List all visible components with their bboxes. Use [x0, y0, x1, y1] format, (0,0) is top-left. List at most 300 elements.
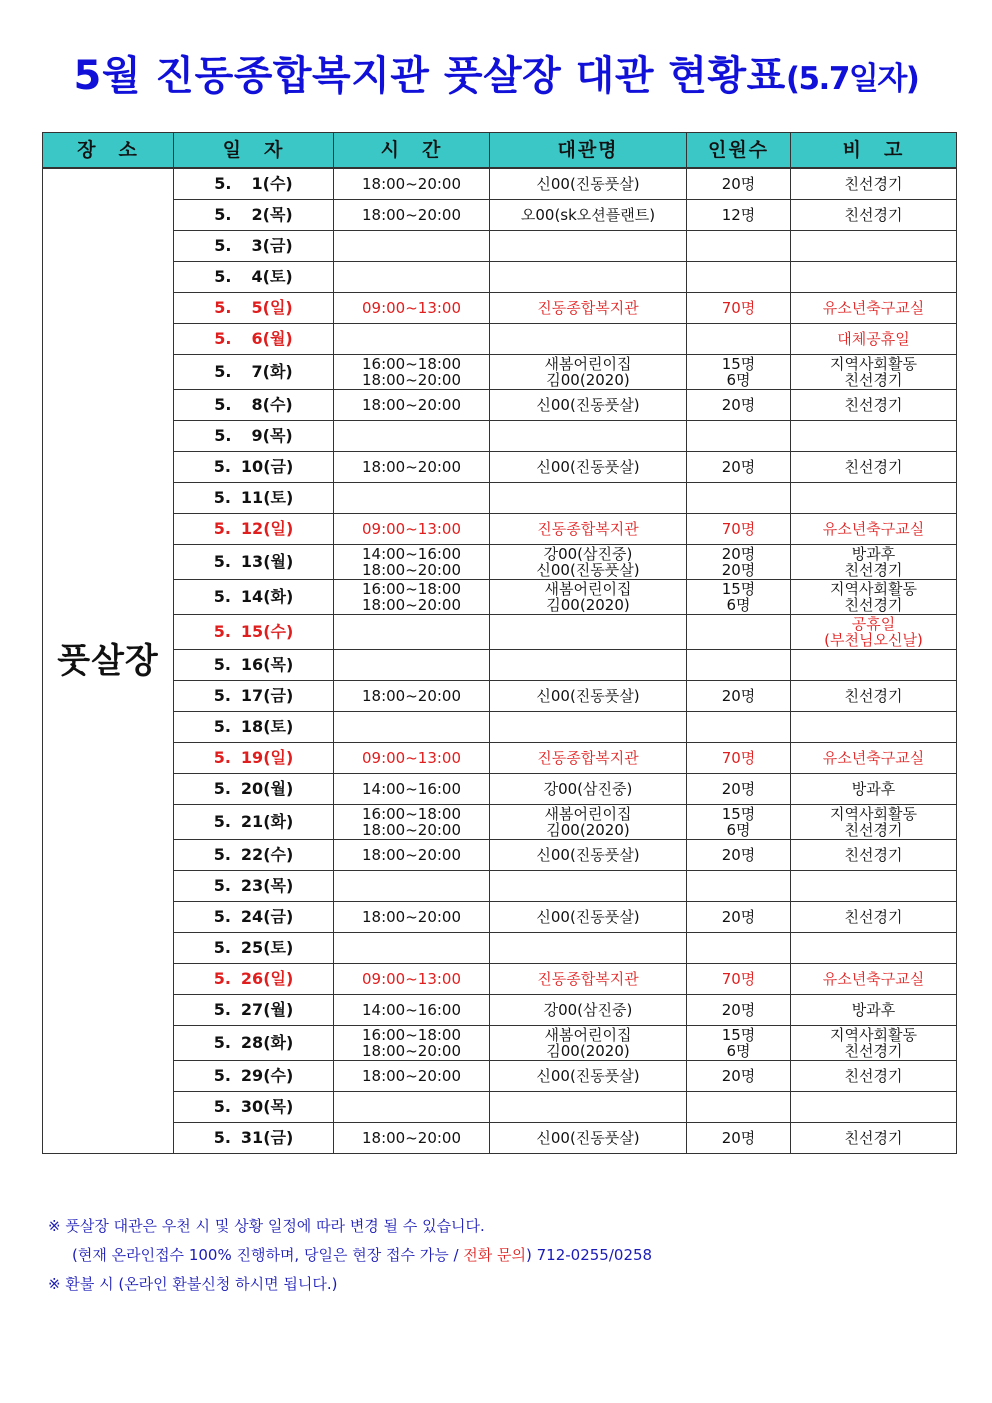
headcount-cell [687, 199, 791, 230]
cell-line: 14:00~16:00 [361, 779, 462, 798]
date-cell [174, 168, 334, 199]
date-cell [174, 420, 334, 451]
time-cell [334, 932, 490, 963]
header-date: 일 자 [174, 133, 334, 169]
date-month: 5. [213, 621, 231, 641]
table-row [43, 1025, 957, 1060]
remarks-cell [791, 513, 957, 544]
date-day: 8(수) [251, 394, 293, 414]
date-month: 5. [214, 361, 232, 381]
header-rental-name: 대관명 [490, 133, 687, 169]
rental-name-cell [490, 711, 687, 742]
cell-line: 친선경기 [844, 205, 903, 224]
cell-line: 지역사회활동 [830, 804, 917, 823]
table-row [43, 1091, 957, 1122]
remarks-cell [791, 1091, 957, 1122]
date-day: 14(화) [240, 586, 294, 606]
rental-name-cell [490, 451, 687, 482]
headcount-cell [687, 544, 791, 579]
cell-line: 18:00~20:00 [361, 370, 462, 389]
time-cell [334, 389, 490, 420]
cell-line: 친선경기 [844, 370, 903, 389]
time-cell [334, 742, 490, 773]
headcount-cell [687, 1122, 791, 1153]
cell-line: 20명 [721, 457, 756, 476]
time-cell [334, 1122, 490, 1153]
cell-line: 15명 [721, 1025, 756, 1044]
headcount-cell [687, 963, 791, 994]
rental-name-cell [490, 420, 687, 451]
date-month: 5. [213, 518, 231, 538]
date-month: 5. [213, 778, 231, 798]
rental-name-cell [490, 870, 687, 901]
date-cell [174, 932, 334, 963]
headcount-cell [687, 323, 791, 354]
cell-line: 09:00~13:00 [361, 969, 462, 988]
cell-line: 신00(진동풋살) [536, 845, 640, 864]
headcount-cell [687, 168, 791, 199]
rental-name-cell [490, 963, 687, 994]
note-phone-inquiry: 전화 문의 [463, 1246, 527, 1264]
headcount-cell [687, 901, 791, 932]
remarks-cell [791, 230, 957, 261]
rental-name-cell [490, 742, 687, 773]
remarks-cell [791, 354, 957, 389]
remarks-cell [791, 994, 957, 1025]
date-day: 2(목) [251, 204, 293, 224]
cell-line: 6명 [726, 820, 751, 839]
headcount-cell [687, 804, 791, 839]
place-cell: 풋살장 [43, 168, 174, 1153]
cell-line: 진동종합복지관 [537, 298, 639, 317]
cell-line: 친선경기 [844, 1128, 903, 1147]
date-day: 9(목) [251, 425, 293, 445]
date-day: 22(수) [240, 844, 294, 864]
cell-line: 18:00~20:00 [361, 845, 462, 864]
headcount-cell [687, 420, 791, 451]
rental-name-cell [490, 901, 687, 932]
cell-line: 친선경기 [844, 457, 903, 476]
cell-line: 6명 [726, 1041, 751, 1060]
time-cell [334, 579, 490, 614]
headcount-cell [687, 1091, 791, 1122]
cell-line: 새봄어린이집 [544, 1025, 632, 1044]
headcount-cell [687, 742, 791, 773]
date-month: 5. [213, 1127, 231, 1147]
cell-line: 15명 [721, 579, 756, 598]
rental-name-cell [490, 839, 687, 870]
remarks-cell [791, 420, 957, 451]
cell-line: 유소년축구교실 [822, 748, 925, 767]
time-cell [334, 292, 490, 323]
headcount-cell [687, 839, 791, 870]
table-row [43, 261, 957, 292]
date-cell [174, 544, 334, 579]
remarks-cell [791, 839, 957, 870]
time-cell [334, 839, 490, 870]
remarks-cell [791, 199, 957, 230]
cell-line: 지역사회활동 [830, 354, 917, 373]
date-day: 26(일) [240, 968, 294, 988]
rental-name-cell [490, 544, 687, 579]
date-day: 7(화) [251, 361, 293, 381]
date-month: 5. [214, 204, 232, 224]
remarks-cell [791, 742, 957, 773]
remarks-cell [791, 451, 957, 482]
cell-line: 20명 [721, 1128, 756, 1147]
remarks-cell [791, 1060, 957, 1091]
date-cell [174, 901, 334, 932]
cell-line: 70명 [721, 969, 756, 988]
date-cell [174, 323, 334, 354]
table-row [43, 994, 957, 1025]
date-cell [174, 354, 334, 389]
cell-line: 공휴일 [851, 614, 896, 633]
time-cell [334, 420, 490, 451]
remarks-cell [791, 168, 957, 199]
remarks-cell [791, 901, 957, 932]
cell-line: 신00(진동풋살) [536, 457, 640, 476]
rental-name-cell [490, 230, 687, 261]
table-row [43, 963, 957, 994]
rental-name-cell [490, 292, 687, 323]
title-date: (5.7일자) [785, 61, 919, 97]
rental-name-cell [490, 649, 687, 680]
time-cell [334, 513, 490, 544]
page-title [0, 44, 992, 101]
table-row [43, 323, 957, 354]
table-row [43, 579, 957, 614]
cell-line: 친선경기 [844, 174, 903, 193]
rental-name-cell [490, 323, 687, 354]
remarks-cell [791, 711, 957, 742]
cell-line: 김00(2020) [546, 595, 630, 614]
date-day: 5(일) [251, 297, 293, 317]
date-cell [174, 1025, 334, 1060]
rental-name-cell [490, 513, 687, 544]
cell-line: 친선경기 [844, 595, 903, 614]
remarks-cell [791, 579, 957, 614]
date-day: 11(토) [240, 487, 294, 507]
cell-line: 친선경기 [844, 1041, 903, 1060]
date-month: 5. [214, 266, 232, 286]
cell-line: 새봄어린이집 [544, 804, 632, 823]
remarks-cell [791, 544, 957, 579]
rental-name-cell [490, 932, 687, 963]
date-month: 5. [214, 173, 232, 193]
header-remarks: 비 고 [791, 133, 957, 169]
date-cell [174, 292, 334, 323]
remarks-cell [791, 680, 957, 711]
cell-line: 방과후 [851, 779, 896, 798]
date-cell [174, 230, 334, 261]
date-cell [174, 649, 334, 680]
cell-line: 14:00~16:00 [361, 1000, 462, 1019]
time-cell [334, 482, 490, 513]
table-row [43, 354, 957, 389]
date-day: 27(월) [240, 999, 294, 1019]
cell-line: 18:00~20:00 [361, 1041, 462, 1060]
remarks-cell [791, 482, 957, 513]
rental-name-cell [490, 482, 687, 513]
remarks-cell [791, 932, 957, 963]
title-main: 5월 진동종합복지관 풋살장 대관 현황표 [73, 53, 786, 99]
cell-line: 18:00~20:00 [361, 395, 462, 414]
cell-line: 15명 [721, 804, 756, 823]
cell-line: 6명 [726, 595, 751, 614]
cell-line: 20명 [721, 174, 756, 193]
cell-line: 신00(진동풋살) [536, 907, 640, 926]
headcount-cell [687, 614, 791, 649]
headcount-cell [687, 230, 791, 261]
table-row [43, 711, 957, 742]
cell-line: 친선경기 [844, 1066, 903, 1085]
cell-line: 친선경기 [844, 686, 903, 705]
cell-line: 18:00~20:00 [361, 820, 462, 839]
date-day: 15(수) [240, 621, 294, 641]
date-month: 5. [214, 235, 232, 255]
cell-line: 16:00~18:00 [361, 1025, 462, 1044]
time-cell [334, 451, 490, 482]
cell-line: 신00(진동풋살) [536, 686, 640, 705]
time-cell [334, 1060, 490, 1091]
cell-line: 김00(2020) [546, 820, 630, 839]
date-cell [174, 804, 334, 839]
note-phone-number: ) 712-0255/0258 [526, 1246, 653, 1264]
table-header-row [43, 133, 957, 169]
rental-name-cell [490, 680, 687, 711]
cell-line: 진동종합복지관 [537, 748, 639, 767]
headcount-cell [687, 1060, 791, 1091]
date-day: 17(금) [240, 685, 294, 705]
table-row [43, 932, 957, 963]
rental-schedule-table [42, 132, 957, 1154]
date-cell [174, 261, 334, 292]
remarks-cell [791, 773, 957, 804]
cell-line: 신00(진동풋살) [536, 395, 640, 414]
cell-line: 김00(2020) [546, 1041, 630, 1060]
table-row [43, 292, 957, 323]
cell-line: 신00(진동풋살) [536, 1066, 640, 1085]
rental-name-cell [490, 168, 687, 199]
date-day: 31(금) [240, 1127, 294, 1147]
cell-line: 16:00~18:00 [361, 804, 462, 823]
date-month: 5. [213, 999, 231, 1019]
remarks-cell [791, 323, 957, 354]
rental-name-cell [490, 1091, 687, 1122]
rental-name-cell [490, 1122, 687, 1153]
time-cell [334, 199, 490, 230]
cell-line: 18:00~20:00 [361, 907, 462, 926]
note-reception-text: (현재 온라인접수 100% 진행하며, 당일은 현장 접수 가능 / [72, 1246, 464, 1264]
table-row [43, 804, 957, 839]
date-day: 30(목) [240, 1096, 294, 1116]
date-day: 4(토) [251, 266, 293, 286]
cell-line: 신00(진동풋살) [536, 560, 640, 579]
cell-line: 신00(진동풋살) [536, 174, 640, 193]
cell-line: 대체공휴일 [837, 329, 910, 348]
time-cell [334, 614, 490, 649]
date-cell [174, 773, 334, 804]
headcount-cell [687, 292, 791, 323]
cell-line: 20명 [721, 845, 756, 864]
date-day: 13(월) [240, 551, 294, 571]
cell-line: 강00(삼진중) [543, 544, 633, 563]
table-row [43, 199, 957, 230]
date-cell [174, 839, 334, 870]
headcount-cell [687, 649, 791, 680]
table-row [43, 773, 957, 804]
cell-line: 유소년축구교실 [822, 969, 925, 988]
table-row [43, 839, 957, 870]
time-cell [334, 168, 490, 199]
rental-name-cell [490, 1060, 687, 1091]
time-cell [334, 544, 490, 579]
table-row [43, 742, 957, 773]
date-day: 20(월) [240, 778, 294, 798]
time-cell [334, 1091, 490, 1122]
date-cell [174, 513, 334, 544]
cell-line: 방과후 [851, 544, 896, 563]
table-body [43, 168, 957, 1153]
header-headcount: 인원수 [687, 133, 791, 169]
date-month: 5. [213, 937, 231, 957]
table-row [43, 1060, 957, 1091]
headcount-cell [687, 1025, 791, 1060]
cell-line: 16:00~18:00 [361, 579, 462, 598]
rental-name-cell [490, 773, 687, 804]
date-cell [174, 870, 334, 901]
cell-line: 20명 [721, 1066, 756, 1085]
cell-line: 방과후 [851, 1000, 896, 1019]
remarks-cell [791, 963, 957, 994]
cell-line: 20명 [721, 907, 756, 926]
headcount-cell [687, 389, 791, 420]
date-cell [174, 199, 334, 230]
date-day: 29(수) [240, 1065, 294, 1085]
cell-line: 진동종합복지관 [537, 519, 639, 538]
remarks-cell [791, 261, 957, 292]
cell-line: 70명 [721, 298, 756, 317]
headcount-cell [687, 680, 791, 711]
cell-line: 유소년축구교실 [822, 298, 925, 317]
date-cell [174, 614, 334, 649]
date-day: 28(화) [240, 1032, 294, 1052]
date-month: 5. [213, 654, 231, 674]
cell-line: 18:00~20:00 [361, 1066, 462, 1085]
cell-line: 18:00~20:00 [361, 1128, 462, 1147]
cell-line: 09:00~13:00 [361, 519, 462, 538]
cell-line: 진동종합복지관 [537, 969, 639, 988]
table-row [43, 230, 957, 261]
cell-line: 18:00~20:00 [361, 686, 462, 705]
date-month: 5. [213, 456, 231, 476]
rental-name-cell [490, 579, 687, 614]
date-day: 12(일) [240, 518, 294, 538]
time-cell [334, 963, 490, 994]
headcount-cell [687, 994, 791, 1025]
time-cell [334, 870, 490, 901]
rental-name-cell [490, 261, 687, 292]
headcount-cell [687, 482, 791, 513]
date-cell [174, 680, 334, 711]
cell-line: 친선경기 [844, 820, 903, 839]
cell-line: 지역사회활동 [830, 1025, 917, 1044]
remarks-cell [791, 649, 957, 680]
date-month: 5. [214, 328, 232, 348]
date-month: 5. [213, 487, 231, 507]
cell-line: 09:00~13:00 [361, 298, 462, 317]
header-time: 시 간 [334, 133, 490, 169]
headcount-cell [687, 773, 791, 804]
cell-line: 친선경기 [844, 907, 903, 926]
time-cell [334, 1025, 490, 1060]
time-cell [334, 804, 490, 839]
table-row [43, 420, 957, 451]
date-day: 10(금) [240, 456, 294, 476]
date-month: 5. [213, 747, 231, 767]
cell-line: 지역사회활동 [830, 579, 917, 598]
date-day: 23(목) [240, 875, 294, 895]
date-month: 5. [213, 844, 231, 864]
date-month: 5. [213, 586, 231, 606]
footnotes [48, 1212, 652, 1299]
headcount-cell [687, 354, 791, 389]
cell-line: 새봄어린이집 [544, 354, 632, 373]
rental-name-cell [490, 804, 687, 839]
date-cell [174, 963, 334, 994]
date-day: 3(금) [251, 235, 293, 255]
date-cell [174, 579, 334, 614]
cell-line: 18:00~20:00 [361, 457, 462, 476]
cell-line: 12명 [721, 205, 756, 224]
date-month: 5. [213, 811, 231, 831]
cell-line: 김00(2020) [546, 370, 630, 389]
cell-line: 오00(sk오션플랜트) [520, 205, 656, 224]
date-month: 5. [213, 968, 231, 988]
cell-line: 70명 [721, 748, 756, 767]
date-cell [174, 1060, 334, 1091]
date-cell [174, 1091, 334, 1122]
table-row [43, 614, 957, 649]
cell-line: 유소년축구교실 [822, 519, 925, 538]
headcount-cell [687, 579, 791, 614]
cell-line: 18:00~20:00 [361, 205, 462, 224]
table-row [43, 544, 957, 579]
table-row [43, 389, 957, 420]
note-reception [48, 1241, 652, 1270]
cell-line: 16:00~18:00 [361, 354, 462, 373]
cell-line: 15명 [721, 354, 756, 373]
rental-name-cell [490, 199, 687, 230]
cell-line: 강00(삼진중) [543, 779, 633, 798]
remarks-cell [791, 614, 957, 649]
cell-line: 새봄어린이집 [544, 579, 632, 598]
time-cell [334, 680, 490, 711]
cell-line: 18:00~20:00 [361, 595, 462, 614]
date-month: 5. [213, 1096, 231, 1116]
header-place: 장 소 [43, 133, 174, 169]
date-month: 5. [213, 1032, 231, 1052]
note-refund: ※ 환불 시 (온라인 환불신청 하시면 됩니다.) [48, 1275, 338, 1293]
cell-line: 20명 [721, 779, 756, 798]
remarks-cell [791, 1025, 957, 1060]
headcount-cell [687, 711, 791, 742]
date-month: 5. [214, 425, 232, 445]
headcount-cell [687, 261, 791, 292]
table-row [43, 168, 957, 199]
time-cell [334, 901, 490, 932]
